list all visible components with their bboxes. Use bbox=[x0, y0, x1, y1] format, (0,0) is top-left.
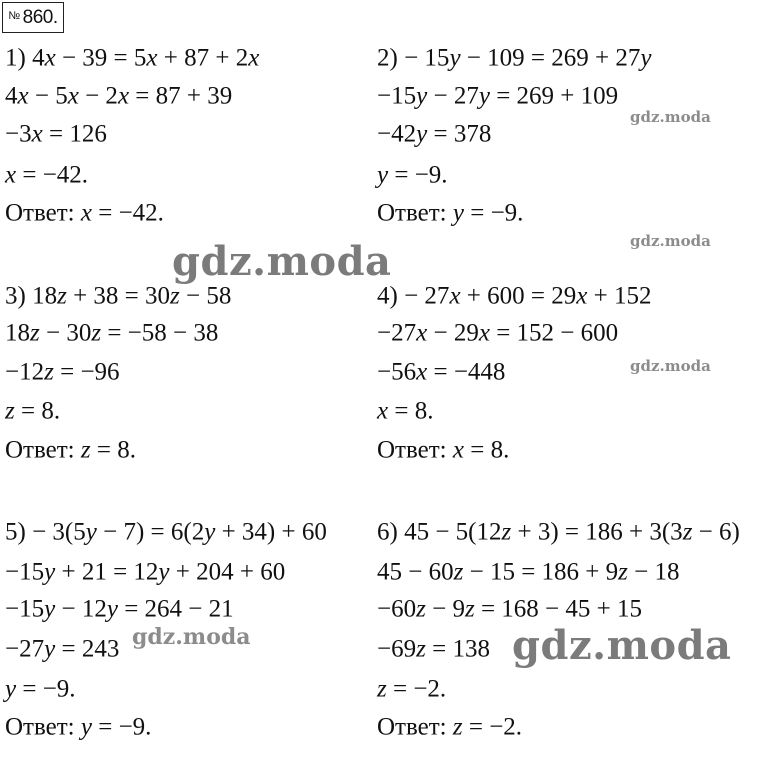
equation-statement: 3) 18z + 38 = 30z − 58 bbox=[5, 282, 232, 310]
equation-statement: 4) − 27x + 600 = 29x + 152 bbox=[377, 282, 652, 310]
watermark: gdz.moda bbox=[630, 108, 711, 126]
solution-step: 4x − 5x − 2x = 87 + 39 bbox=[5, 82, 233, 110]
solution-step: 18z − 30z = −58 − 38 bbox=[5, 319, 219, 347]
solution-step: z = 8. bbox=[5, 397, 61, 425]
problem-number: 860. bbox=[22, 6, 58, 28]
watermark: gdz.moda bbox=[132, 624, 251, 650]
solution-step: −15y − 12y = 264 − 21 bbox=[5, 595, 234, 623]
solution-step: y = −9. bbox=[5, 675, 76, 703]
solution-step: −27y = 243 bbox=[5, 635, 120, 663]
answer-line: Ответ: y = −9. bbox=[377, 199, 524, 227]
solution-step: −27x − 29x = 152 − 600 bbox=[377, 319, 619, 347]
answer-line: Ответ: x = 8. bbox=[377, 436, 510, 464]
solution-step: −12z = −96 bbox=[5, 358, 120, 386]
answer-line: Ответ: z = −2. bbox=[377, 713, 523, 741]
solution-step: 45 − 60z − 15 = 186 + 9z − 18 bbox=[377, 558, 680, 586]
watermark: gdz.moda bbox=[630, 232, 711, 250]
equation-statement: 1) 4x − 39 = 5x + 87 + 2x bbox=[5, 44, 260, 72]
answer-line: Ответ: y = −9. bbox=[5, 713, 152, 741]
watermark: gdz.moda bbox=[630, 357, 711, 375]
solution-step: x = −42. bbox=[5, 161, 89, 189]
answer-line: Ответ: z = 8. bbox=[5, 436, 136, 464]
solution-step: −60z − 9z = 168 − 45 + 15 bbox=[377, 595, 642, 623]
solution-step: y = −9. bbox=[377, 161, 448, 189]
equation-statement: 5) − 3(5y − 7) = 6(2y + 34) + 60 bbox=[5, 518, 327, 546]
problem-number-badge bbox=[2, 2, 64, 33]
solution-step: −15y + 21 = 12y + 204 + 60 bbox=[5, 558, 286, 586]
equation-statement: 6) 45 − 5(12z + 3) = 186 + 3(3z − 6) bbox=[377, 518, 740, 546]
number-sign: № bbox=[8, 9, 20, 22]
watermark: gdz.moda bbox=[172, 238, 392, 285]
solution-step: −69z = 138 bbox=[377, 635, 490, 663]
solution-step: −42y = 378 bbox=[377, 120, 492, 148]
solution-step: x = 8. bbox=[377, 397, 434, 425]
solution-step: z = −2. bbox=[377, 675, 447, 703]
watermark: gdz.moda bbox=[512, 622, 732, 669]
answer-line: Ответ: x = −42. bbox=[5, 199, 164, 227]
equation-statement: 2) − 15y − 109 = 269 + 27y bbox=[377, 44, 652, 72]
solution-step: −3x = 126 bbox=[5, 120, 107, 148]
solution-step: −56x = −448 bbox=[377, 358, 506, 386]
solution-step: −15y − 27y = 269 + 109 bbox=[377, 82, 619, 110]
